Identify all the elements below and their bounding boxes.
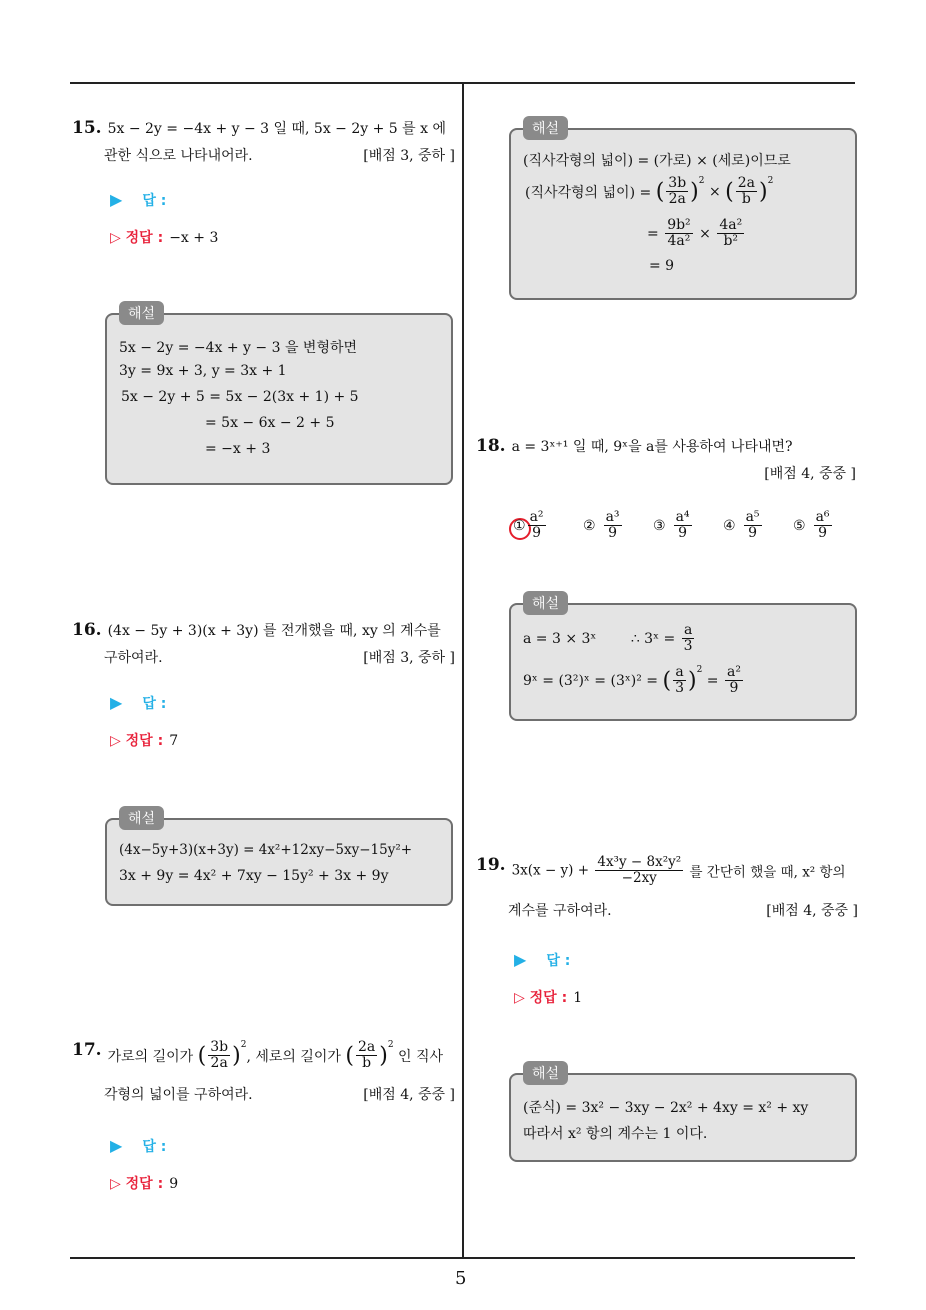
explain-line: = 5x − 6x − 2 + 5 [205, 415, 335, 431]
outline-arrow-icon: ▷ [110, 733, 121, 749]
explanation-box [509, 1066, 857, 1162]
explain-line: = $\frac{\text{9b²}}{\text{4a²}}$ × $\frac{\text{4a²}}{\text{b²}}$ [647, 217, 743, 250]
explanation-box [105, 811, 453, 906]
question-16 [72, 617, 455, 672]
fraction: $\frac{2a}{b}$ [737, 175, 755, 208]
question-text: 각형의 넓이를 구하여라. [104, 1086, 253, 1103]
explanation-box [509, 121, 857, 300]
choice-1[interactable]: ① $\frac{\text{a²}}{9}$ [513, 509, 544, 542]
solution-value: 1 [573, 990, 583, 1006]
explanation-tag: 해설 [119, 301, 164, 325]
choice-2[interactable]: ② $\frac{\text{a³}}{9}$ [583, 509, 620, 542]
solution-label: ▷ 정답 : 9 [110, 1176, 179, 1192]
question-number: 16. [72, 620, 102, 640]
solution-value: 9 [169, 1176, 179, 1192]
outline-arrow-icon: ▷ [514, 990, 525, 1006]
play-arrow-icon: ▶ [110, 1136, 123, 1155]
explain-line: 9ˣ = (3²)ˣ = (3ˣ)² = ( $\frac{a}{3}$ )$^2$ = $\frac{\text{a²}}{9}$ [523, 664, 741, 697]
fraction: $\frac{\text{4a²}}{\text{b²}}$ [719, 217, 743, 250]
explain-line: 5x − 2y + 5 = 5x − 2(3x + 1) + 5 [121, 389, 359, 405]
solution-label: ▷ 정답 : 7 [110, 733, 179, 749]
explain-line: = −x + 3 [205, 441, 271, 457]
outline-arrow-icon: ▷ [110, 230, 121, 246]
question-19 [476, 855, 858, 925]
explain-line: (준식) = 3x² − 3xy − 2x² + 4xy = x² + xy [523, 1100, 809, 1116]
fraction: $\frac{\text{4x³y − 8x²y²}}{-2xy}$ [597, 854, 682, 886]
question-number: 15. [72, 118, 102, 138]
question-18 [476, 433, 856, 488]
score-tag: [배점 4, 중중 ] [363, 1086, 455, 1103]
solution-label: ▷ 정답 : −x + 3 [110, 230, 219, 246]
question-text: 인 직사 [398, 1048, 444, 1065]
explain-line: 3y = 9x + 3, y = 3x + 1 [119, 363, 287, 379]
choice-5[interactable]: ⑤ $\frac{\text{a⁶}}{9}$ [793, 509, 830, 542]
fraction: $\frac{2a}{b}$ [357, 1039, 376, 1072]
question-text: 가로의 길이가 [107, 1048, 194, 1065]
explain-line: = 9 [649, 258, 675, 274]
solution-label: ▷ 정답 : 1 [514, 990, 583, 1006]
bottom-rule [70, 1257, 855, 1259]
solution-value: −x + 3 [169, 230, 219, 246]
page-number: 5 [455, 1268, 467, 1289]
question-text: 5x − 2y = −4x + y − 3 일 때, 5x − 2y + 5 를 x 에 [107, 121, 447, 137]
explain-line: (직사각형의 넓이) = ( $\frac{3b}{2a}$ )$^2$ × ( $\frac{2a}{b}$ )$^2$ [525, 175, 774, 208]
answer-label: ▶ 답 : [110, 693, 167, 712]
play-arrow-icon: ▶ [110, 190, 123, 209]
score-tag: [배점 3, 중하 ] [363, 148, 455, 164]
fraction: $\frac{3b}{2a}$ [668, 175, 687, 208]
score-tag: [배점 3, 중하 ] [363, 650, 455, 666]
question-number: 17. [72, 1040, 102, 1060]
answer-label: ▶ 답 : [110, 1136, 167, 1155]
score-tag: [배점 4, 중중 ] [766, 902, 858, 919]
explain-line: a = 3 × 3ˣ ∴ 3ˣ = $\frac{a}{3}$ [523, 622, 693, 655]
play-arrow-icon: ▶ [514, 950, 527, 969]
question-text: (4x − 5y + 3)(x + 3y) 를 전개했을 때, xy 의 계수를 [107, 623, 441, 639]
explanation-box [509, 596, 857, 721]
question-text: , 세로의 길이가 [246, 1048, 341, 1065]
explanation-tag: 해설 [523, 116, 568, 140]
explanation-tag: 해설 [523, 591, 568, 615]
choice-4[interactable]: ④ $\frac{\text{a⁵}}{9}$ [723, 509, 760, 542]
explain-line: 따라서 x² 항의 계수는 1 이다. [523, 1126, 708, 1142]
answer-label: ▶ 답 : [110, 190, 167, 209]
score-tag: [배점 4, 중중 ] [764, 466, 856, 482]
explain-line: 5x − 2y = −4x + y − 3 을 변형하면 [119, 340, 358, 356]
fraction: $\frac{a}{3}$ [675, 664, 685, 697]
explain-line: (직사각형의 넓이) = (가로) × (세로)이므로 [523, 153, 791, 169]
explain-line: 3x + 9y = 4x² + 7xy − 15y² + 3x + 9y [119, 868, 389, 884]
answer-label: ▶ 답 : [514, 950, 571, 969]
play-arrow-icon: ▶ [110, 693, 123, 712]
fraction: $\frac{3b}{2a}$ [210, 1039, 229, 1072]
question-text: a = 3ˣ⁺¹ 일 때, 9ˣ을 a를 사용하여 나타내면? [511, 439, 793, 455]
outline-arrow-icon: ▷ [110, 1176, 121, 1192]
fraction: $\frac{\text{a²}}{9}$ [726, 664, 741, 697]
question-text: 를 간단히 했을 때, x² 항의 [689, 864, 846, 881]
question-text: 계수를 구하여라. [508, 902, 612, 919]
choice-3[interactable]: ③ $\frac{\text{a⁴}}{9}$ [653, 509, 690, 542]
fraction: $\frac{a}{3}$ [683, 622, 693, 655]
explain-line: (4x−5y+3)(x+3y) = 4x²+12xy−5xy−15y²+ [119, 842, 413, 858]
question-text: 3x(x − y) + [511, 862, 590, 879]
question-17: 17. 가로의 길이가 ( $\frac{3b}{2a}$ )$^2$, 세로의 길이가 ( $\frac{2a}{b}$ )$^2$ 인 직사 각형의 넓이를 구하여라. [배점 4, 중중 ] [72, 1040, 455, 1109]
question-text: 관한 식으로 나타내어라. [104, 148, 253, 164]
explanation-tag: 해설 [523, 1061, 568, 1085]
solution-value: 7 [169, 733, 179, 749]
explanation-box [105, 306, 453, 485]
question-number: 19. [476, 855, 506, 875]
question-number: 18. [476, 436, 506, 456]
explanation-tag: 해설 [119, 806, 164, 830]
column-divider [462, 82, 464, 1258]
fraction: $\frac{\text{9b²}}{\text{4a²}}$ [667, 217, 691, 250]
question-text: 구하여라. [104, 650, 163, 666]
question-15 [72, 115, 455, 170]
